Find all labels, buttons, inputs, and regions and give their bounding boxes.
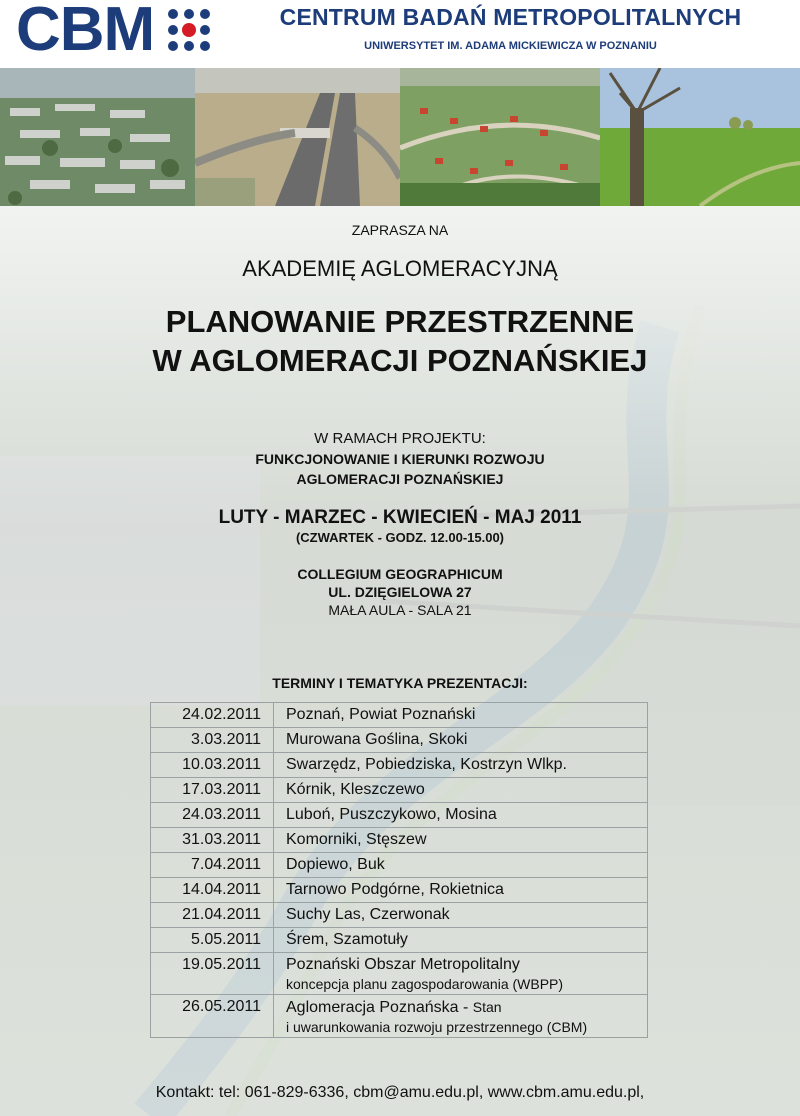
row-date: 24.03.2011 bbox=[151, 803, 274, 828]
table-row bbox=[151, 803, 648, 828]
logo-dots-icon bbox=[165, 6, 221, 54]
row-topic-main: Aglomeracja Poznańska - bbox=[286, 999, 473, 1016]
table-row bbox=[151, 778, 648, 803]
photo-strip bbox=[0, 68, 800, 206]
table-row bbox=[151, 853, 648, 878]
row-topic: Kórnik, Kleszczewo bbox=[274, 778, 648, 803]
row-date: 26.05.2011 bbox=[151, 995, 274, 1038]
photo-tree-field bbox=[600, 68, 800, 206]
row-date: 7.04.2011 bbox=[151, 853, 274, 878]
row-topic-main: Poznański Obszar Metropolitalny bbox=[286, 956, 520, 973]
table-row bbox=[151, 953, 648, 995]
organization-subtitle: UNIWERSYTET IM. ADAMA MICKIEWICZA W POZNANIU bbox=[364, 40, 657, 52]
row-topic-sub: koncepcja planu zagospodarowania (WBPP) bbox=[286, 976, 564, 992]
row-date: 31.03.2011 bbox=[151, 828, 274, 853]
photo-suburb bbox=[400, 68, 600, 206]
venue-building: COLLEGIUM GEOGRAPHICUM bbox=[297, 566, 503, 582]
row-date: 17.03.2011 bbox=[151, 778, 274, 803]
table-row bbox=[151, 703, 648, 728]
photo-city-blocks bbox=[0, 68, 195, 206]
row-topic: Śrem, Szamotuły bbox=[274, 928, 648, 953]
schedule-table bbox=[150, 702, 648, 1038]
academy-title: AKADEMIĘ AGLOMERACYJNĄ bbox=[242, 256, 558, 281]
row-topic: Dopiewo, Buk bbox=[274, 853, 648, 878]
event-hours: (CZWARTEK - GODZ. 12.00-15.00) bbox=[295, 530, 505, 545]
project-name-line2: AGLOMERACJI POZNAŃSKIEJ bbox=[296, 471, 504, 487]
row-topic: Komorniki, Stęszew bbox=[274, 828, 648, 853]
schedule-heading: TERMINY I TEMATYKA PREZENTACJI: bbox=[272, 675, 528, 691]
venue-room: MAŁA AULA - SALA 21 bbox=[328, 602, 472, 618]
organization-title: CENTRUM BADAŃ METROPOLITALNYCH bbox=[279, 4, 742, 30]
row-topic: Suchy Las, Czerwonak bbox=[274, 903, 648, 928]
table-row bbox=[151, 878, 648, 903]
main-title-line1: PLANOWANIE PRZESTRZENNE bbox=[165, 304, 635, 339]
row-topic: Tarnowo Podgórne, Rokietnica bbox=[274, 878, 648, 903]
row-date: 3.03.2011 bbox=[151, 728, 274, 753]
row-topic bbox=[274, 953, 648, 995]
photo-highway bbox=[195, 68, 400, 206]
row-topic: Murowana Goślina, Skoki bbox=[274, 728, 648, 753]
row-date: 21.04.2011 bbox=[151, 903, 274, 928]
table-row bbox=[151, 928, 648, 953]
event-months: LUTY - MARZEC - KWIECIEŃ - MAJ 2011 bbox=[218, 507, 582, 528]
cbm-logo: CBM bbox=[16, 0, 155, 64]
row-topic bbox=[274, 995, 648, 1038]
project-intro: W RAMACH PROJEKTU: bbox=[314, 430, 486, 447]
row-topic-small: Stan bbox=[472, 999, 502, 1015]
venue-street: UL. DZIĘGIELOWA 27 bbox=[328, 584, 472, 600]
row-topic: Luboń, Puszczykowo, Mosina bbox=[274, 803, 648, 828]
row-date: 5.05.2011 bbox=[151, 928, 274, 953]
row-date: 24.02.2011 bbox=[151, 703, 274, 728]
table-row bbox=[151, 903, 648, 928]
row-date: 19.05.2011 bbox=[151, 953, 274, 995]
row-topic: Swarzędz, Pobiedziska, Kostrzyn Wlkp. bbox=[274, 753, 648, 778]
row-date: 10.03.2011 bbox=[151, 753, 274, 778]
project-name-line1: FUNKCJONOWANIE I KIERUNKI ROZWOJU bbox=[255, 451, 545, 467]
table-row bbox=[151, 828, 648, 853]
table-row bbox=[151, 995, 648, 1038]
header bbox=[0, 0, 800, 68]
contact-info: Kontakt: tel: 061-829-6336, cbm@amu.edu.pl, www.cbm.amu.edu.pl, bbox=[155, 1084, 645, 1101]
row-date: 14.04.2011 bbox=[151, 878, 274, 903]
main-title-line2: W AGLOMERACJI POZNAŃSKIEJ bbox=[152, 343, 648, 378]
table-row bbox=[151, 728, 648, 753]
row-topic-sub: i uwarunkowania rozwoju przestrzennego (CBM) bbox=[286, 1019, 588, 1035]
row-topic: Poznań, Powiat Poznański bbox=[274, 703, 648, 728]
invite-text: ZAPRASZA NA bbox=[351, 222, 449, 238]
table-row bbox=[151, 753, 648, 778]
